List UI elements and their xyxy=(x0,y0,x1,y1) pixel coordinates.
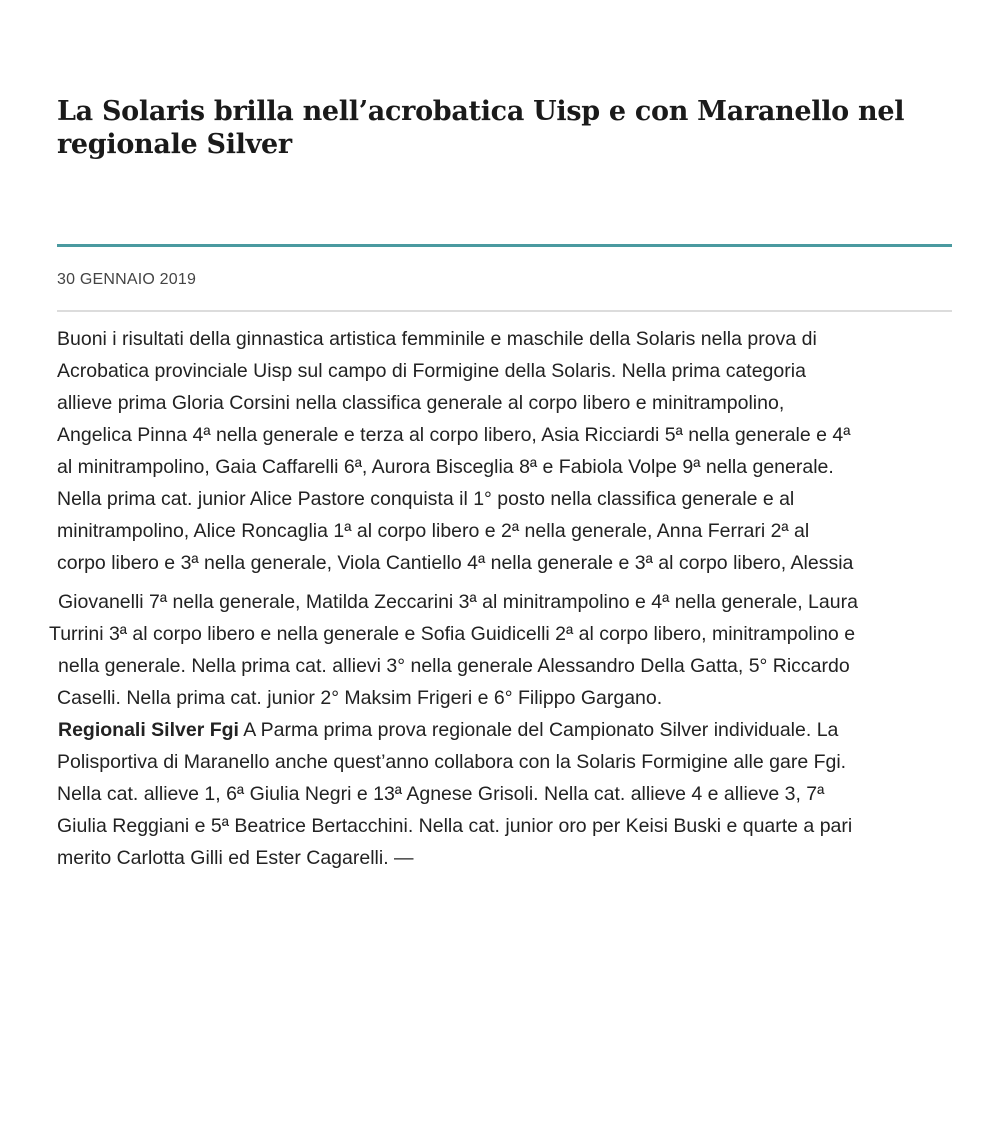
publish-date: 30 GENNAIO 2019 xyxy=(57,271,197,288)
body-line xyxy=(58,714,952,746)
body-line: merito Carlotta Gilli ed Ester Cagarelli. — xyxy=(57,847,414,869)
body-line: minitrampolino, Alice Roncaglia 1ª al corpo libero e 2ª nella generale, Anna Ferrari 2ª al xyxy=(57,520,810,542)
body-line: Nella cat. allieve 1, 6ª Giulia Negri e 13ª Agnese Grisoli. Nella cat. allieve 4 e allieve 3, 7ª xyxy=(57,783,825,805)
article-title: La Solaris brilla nell’acrobatica Uisp e con Maranello nel regionale Silver xyxy=(57,96,905,160)
body-line: Acrobatica provinciale Uisp sul campo di Formigine della Solaris. Nella prima categoria xyxy=(57,360,806,382)
body-line: Polisportiva di Maranello anche quest’anno collabora con la Solaris Formigine alle gare Fgi. xyxy=(57,751,847,773)
body-line: Giulia Reggiani e 5ª Beatrice Bertacchini. Nella cat. junior oro per Keisi Buski e quarte a pari xyxy=(57,815,853,837)
title-divider xyxy=(57,244,952,247)
body-line-text: A Parma prima prova regionale del Campionato Silver individuale. La xyxy=(238,719,839,741)
body-line: Caselli. Nella prima cat. junior 2° Maksim Frigeri e 6° Filippo Gargano. xyxy=(57,687,663,709)
body-line: Angelica Pinna 4ª nella generale e terza al corpo libero, Asia Ricciardi 5ª nella generale e 4ª xyxy=(57,424,851,446)
paragraph-2 xyxy=(57,714,952,874)
body-line: al minitrampolino, Gaia Caffarelli 6ª, Aurora Bisceglia 8ª e Fabiola Volpe 9ª nella generale. xyxy=(57,456,834,478)
paragraph-1 xyxy=(49,323,952,714)
date-divider xyxy=(57,310,952,312)
article-body xyxy=(49,323,952,874)
body-line: corpo libero e 3ª nella generale, Viola Cantiello 4ª nella generale e 3ª al corpo libero, Alessia xyxy=(57,552,854,574)
body-line: Buoni i risultati della ginnastica artistica femminile e maschile della Solaris nella prova di xyxy=(57,328,817,350)
section-heading: Regionali Silver Fgi xyxy=(58,719,239,741)
body-line: Giovanelli 7ª nella generale, Matilda Zeccarini 3ª al minitrampolino e 4ª nella generale, Laura xyxy=(58,591,858,613)
body-line: Turrini 3ª al corpo libero e nella generale e Sofia Guidicelli 2ª al corpo libero, minitrampolino e xyxy=(49,623,856,645)
body-line: nella generale. Nella prima cat. allievi 3° nella generale Alessandro Della Gatta, 5° Riccardo xyxy=(58,655,850,677)
body-line: Nella prima cat. junior Alice Pastore conquista il 1° posto nella classifica generale e al xyxy=(57,488,795,510)
body-line: allieve prima Gloria Corsini nella classifica generale al corpo libero e minitrampolino, xyxy=(57,392,785,414)
